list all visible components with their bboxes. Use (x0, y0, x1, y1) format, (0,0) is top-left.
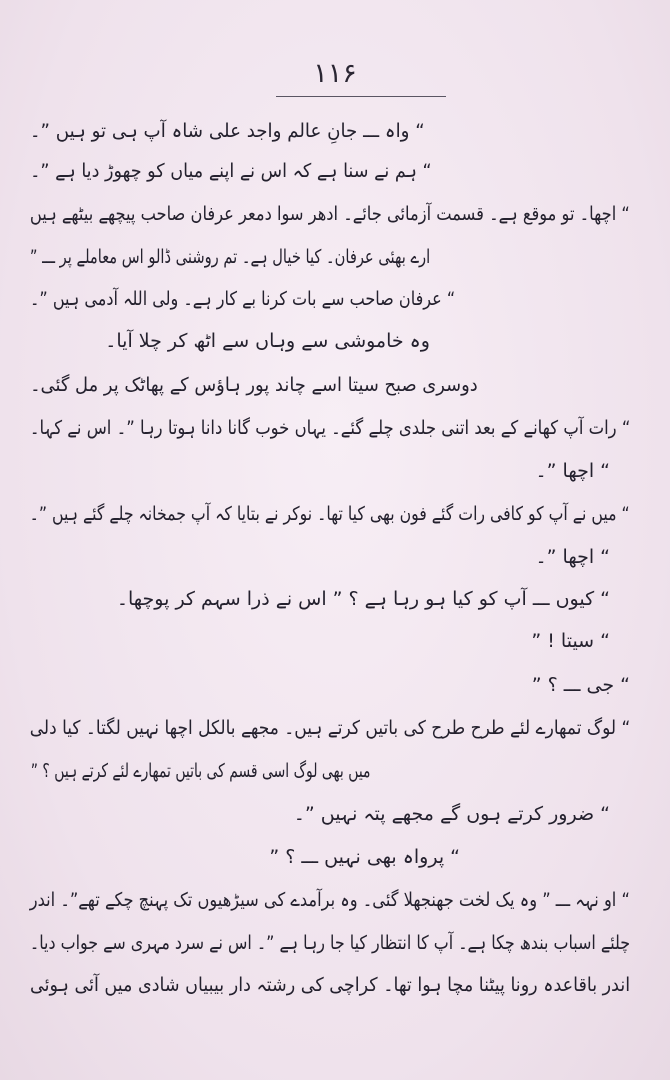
text-line: “ جی ـــ ؟ ” (531, 674, 630, 696)
page-number: ۱۱۶ (313, 58, 357, 89)
text-line: وہ خاموشی سے وہاں سے اٹھ کر چلا آیا۔ (105, 330, 430, 352)
text-line: “ او نہہ ـــ ” وہ یک لخت جھنجھلا گئی۔ وہ برآمدے کی سیڑھیوں تک پہنچ چکے تھے”۔ اندر (29, 889, 630, 911)
text-line: “ عرفان صاحب سے بات کرنا بے کار ہے۔ ولی اللہ آدمی ہیں ”۔ (29, 288, 455, 310)
text-line: میں بھی لوگ اسی قسم کی باتیں تمھارے لئے کرتے ہیں ؟ ” (30, 760, 370, 782)
text-line: “ رات آپ کھانے کے بعد اتنی جلدی چلے گئے۔ یہاں خوب گانا دانا ہوتا رہا ”۔ اس نے کہا۔ (29, 417, 630, 439)
text-line: “ سیتا ! ” (531, 630, 610, 652)
page-number-rule (276, 96, 446, 97)
text-line: چلئے اسباب بندھ چکا ہے۔ آپ کا انتظار کیا جا رہا ہے ”۔ اس نے سرد مہری سے جواب دیا۔ (29, 932, 630, 954)
text-line: “ لوگ تمھارے لئے طرح طرح کی باتیں کرتے ہیں۔ مجھے بالکل اچھا نہیں لگتا۔ کیا دلی (29, 717, 630, 739)
text-line: “ میں نے آپ کو کافی رات گئے فون بھی کیا تھا۔ نوکر نے بتایا کہ آپ جمخانہ چلے گئے ہیں ”۔ (29, 503, 630, 525)
text-line: “ واہ ـــ جانِ عالم واجد علی شاہ آپ ہی تو ہیں ”۔ (30, 120, 425, 142)
text-line: اندر باقاعدہ رونا پیٹنا مچا ہوا تھا۔ کراچی کی رشتہ دار بیبیاں شادی میں آئی ہوئی (29, 974, 630, 996)
text-line: “ ضرور کرتے ہوں گے مجھے پتہ نہیں ”۔ (293, 803, 610, 825)
text-line: “ کیوں ـــ آپ کو کیا ہو رہا ہے ؟ ” اس نے ذرا سہم کر پوچھا۔ (116, 588, 610, 610)
text-line: “ اچھا ”۔ (535, 460, 610, 482)
text-line: “ اچھا۔ تو موقع ہے۔ قسمت آزمائی جائے۔ ادھر سوا دمعر عرفان صاحب پیچھے بیٹھے ہیں (30, 203, 630, 225)
text-line: “ ہم نے سنا ہے کہ اس نے اپنے میاں کو چھوڑ دیا ہے ”۔ (30, 160, 432, 182)
text-line: دوسری صبح سیتا اسے چاند پور ہاؤس کے پھاٹک پر مل گئی۔ (30, 374, 478, 396)
text-line: ارے بھئی عرفان۔ کیا خیال ہے۔ تم روشنی ڈالو اس معاملے پر ـــ ” (29, 246, 430, 268)
text-line: “ اچھا ”۔ (535, 546, 610, 568)
text-line: “ پرواہ بھی نہیں ـــ ؟ ” (269, 846, 460, 868)
